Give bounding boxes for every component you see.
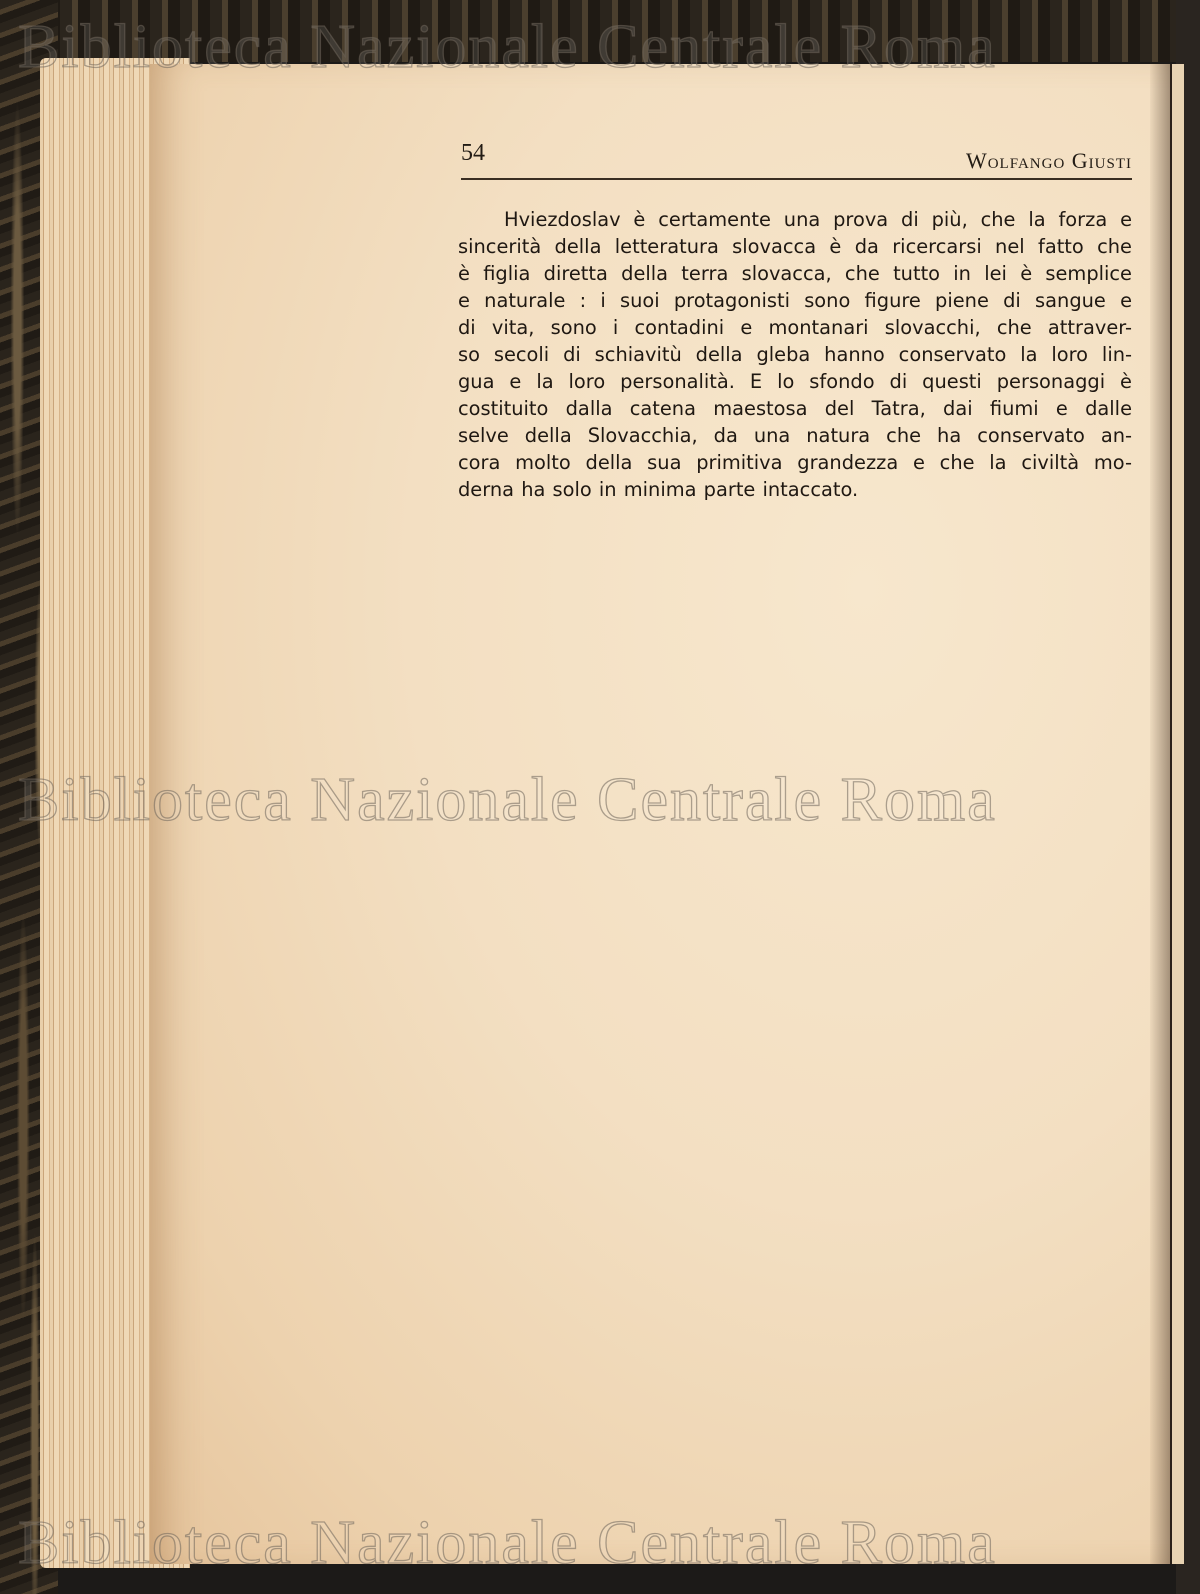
body-paragraph [458, 206, 1132, 503]
text-line: Hviezdoslav è certamente una prova di più, che la forza e [504, 208, 1132, 231]
facing-page-edge [1172, 64, 1184, 1564]
text-line: gua e la loro personalità. E lo sfondo di questi personaggi è [458, 370, 1132, 393]
page-number: 54 [461, 140, 485, 166]
text-line: derna ha solo in minima parte intaccato. [458, 478, 859, 501]
text-line: cora molto della sua primitiva grandezza e che la civiltà mo- [458, 451, 1132, 474]
running-head: Wolfango Giusti [965, 148, 1132, 173]
text-line: so secoli di schiavitù della gleba hanno conservato la loro lin- [458, 343, 1132, 366]
text-line: e naturale : i suoi protagonisti sono figure piene di sangue e [458, 289, 1132, 312]
text-line: di vita, sono i contadini e montanari slovacchi, che attraver- [458, 316, 1132, 339]
text-line: è figlia diretta della terra slovacca, che tutto in lei è semplice [458, 262, 1132, 285]
book-cover-top [0, 0, 1200, 62]
header-rule [461, 178, 1132, 180]
text-line: costituito dalla catena maestosa del Tatra, dai fiumi e dalle [458, 397, 1132, 420]
text-line: selve della Slovacchia, da una natura che ha conservato an- [458, 424, 1132, 447]
text-line: sincerità della letteratura slovacca è da ricercarsi nel fatto che [458, 235, 1132, 258]
